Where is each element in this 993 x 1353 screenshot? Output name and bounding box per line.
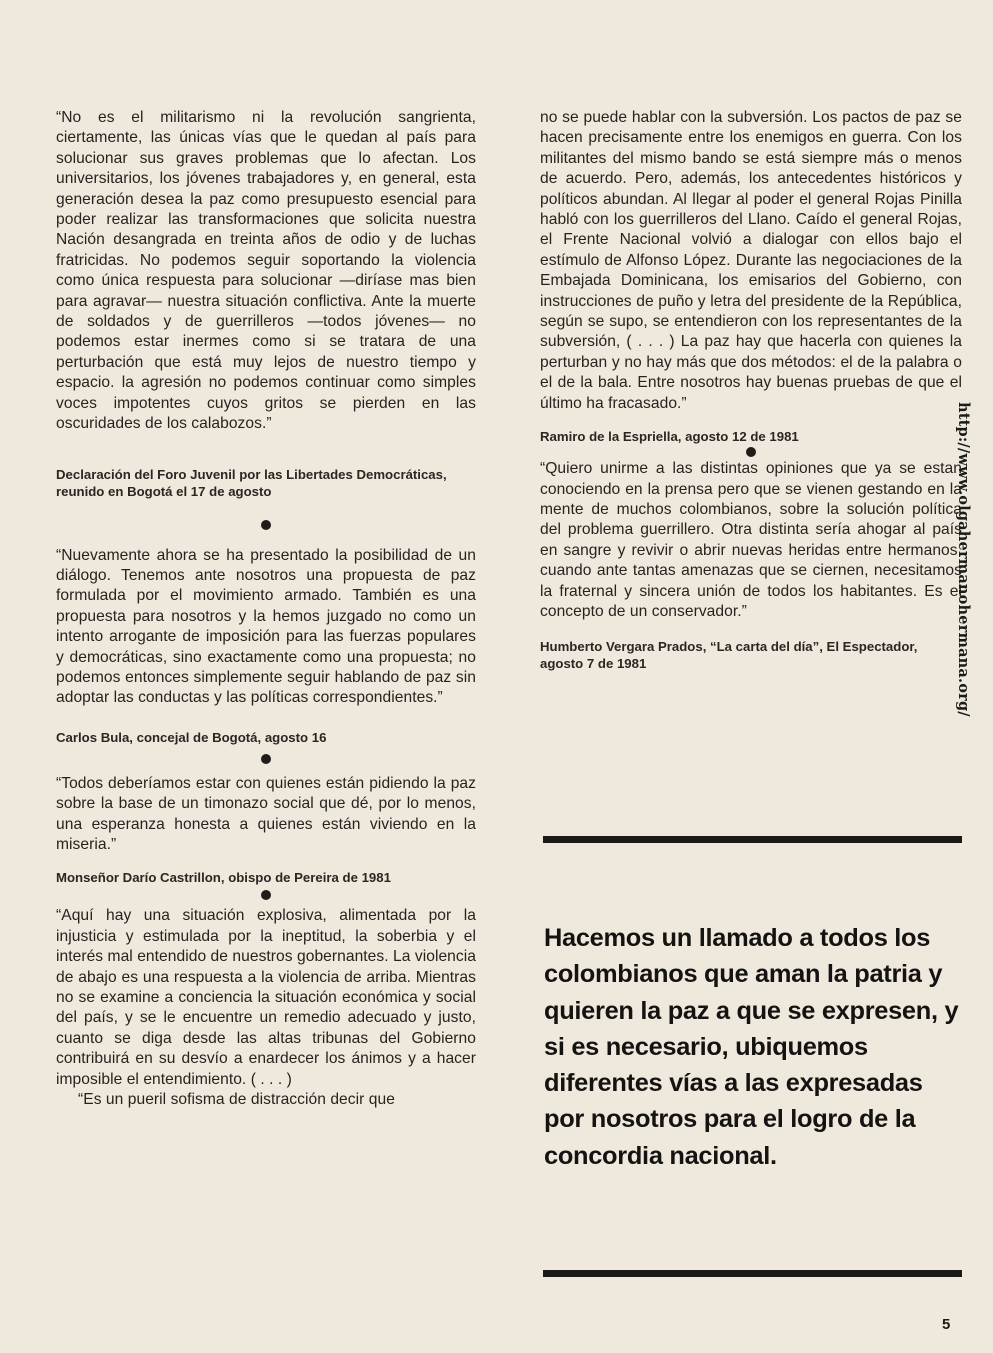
quote-espriella-part3: no se puede hablar con la subversión. Los pactos de paz se hacen precisamente entre los enemigos en guerra. Con los militantes del mismo bando se está siempre más o menos de acuerdo. Pero, además, los antecedentes históricos y políticos abundan. Al llegar al poder el general Rojas Pinilla habló con los guerrilleros del Llano. Caído el general Rojas, el Frente Nacional volvió a dialogar con ellos bajo el estímulo de Alfonso López. Durante las negociaciones de la Embajada Dominicana, los emisarios del Gobierno, con instrucciones de puño y letra del presidente de la República, según se supo, se entendieron con los representantes de la subversión, ( . . . ) La paz hay que hacerla con quienes la perturban y no hay más que dos métodos: el de la palabra o el de la bala. Entre nosotros hay buenas pruebas de que el último ha fracasado.” [540, 109, 962, 412]
top-divider-rule [543, 836, 962, 843]
callout-statement: Hacemos un llamado a todos los colombianos que aman la patria y quieren la paz a que se expresen, y si es necesario, ubiquemos diferentes vías a las expresadas por nosotros para el logro de la concordia nacional. [544, 924, 959, 1170]
bottom-divider-rule [543, 1270, 962, 1277]
bullet-separator [261, 890, 271, 900]
page-number: 5 [942, 1316, 951, 1333]
bullet-separator [261, 754, 271, 764]
bullet-separator [746, 447, 756, 457]
attribution-espriella: Ramiro de la Espriella, agosto 12 de 1981 [540, 429, 799, 445]
attribution-foro-juvenil: Declaración del Foro Juvenil por las Libertades Democráticas, reunido en Bogotá el 17 de agosto [56, 466, 447, 499]
attribution-monsenor: Monseñor Darío Castrillon, obispo de Pereira de 1981 [56, 870, 391, 886]
quote-monsenor: “Todos deberíamos estar con quienes están pidiendo la paz sobre la base de un timonazo social que dé, por lo menos, una esperanza honesta a quienes están viviendo en la miseria.” [56, 774, 476, 853]
quote-vergara: “Quiero unirme a las distintas opiniones que ya se estan conociendo en la prensa pero que se vienen gestando en la mente de muchos colombianos, sobre la solución política del problema guerrillero. Otra distinta sería ahogar al país en sangre y revivir o abrir nuevas heridas entre hermanos, cuando ante tantas amenazas que se ciernen, necesitamos la fraternal y sincera unión de todos los habitantes. Es el concepto de un conservador.” [540, 460, 962, 620]
watermark-url [955, 402, 993, 717]
quote-foro-juvenil: “No es el militarismo ni la revolución sangrienta, ciertamente, las únicas vías que le quedan al país para solucionar sus graves problemas que lo afectan. Los universitarios, los jóvenes trabajadores y, en general, esta generación desea la paz como presupuesto esencial para poder realizar las transformaciones que solicita nuestra Nación desangrada en treinta años de odio y de luchas fratricidas. No podemos seguir soportando la violencia como única respuesta para solucionar —diríase mas bien para agravar— nuestra situación conflictiva. Ante la muerte de soldados y de guerrilleros —todos jóvenes— no podemos estar inermes como si se tratara de una perturbación que está muy lejos de nuestro tiempo y espacio. la agresión no podemos continuar como simples voces impotentes cuyos gritos se pierden en las oscuridades de los calabozos.” [56, 109, 476, 433]
quote-carlos-bula: “Nuevamente ahora se ha presentado la posibilidad de un diálogo. Tenemos ante nosotros una propuesta de paz formulada por el movimiento armado. También es una propuesta para nosotros y la hemos juzgado no como un intento arrogante de imposición para las fuerzas populares y democráticas, sino exactamente como una propuesta; no podemos entonces simplemente seguir hablando de paz sin adoptar las conductas y las políticas correspondientes.” [56, 546, 476, 707]
watermark-url-text: http://www.olgahermanohermana.org/ [955, 402, 972, 717]
quote-espriella-part1: “Aquí hay una situación explosiva, alimentada por la injusticia y estimulada por la ineptitud, la soberbia y el interés mal entendido de nuestros gobernantes. La violencia de abajo es una respuesta a la violencia de arriba. Mientras no se examine a conciencia la situación económica y social del país, y se le encuentre un remedio adecuado y justo, cuanto se diga desde las altas tribunas del Gobierno contribuirá en su desvío a enardecer los ánimos y a hacer imposible el entendimiento. ( . . . ) [56, 907, 476, 1088]
bullet-separator [261, 520, 271, 530]
attribution-carlos-bula: Carlos Bula, concejal de Bogotá, agosto 16 [56, 729, 327, 745]
attribution-vergara: Humberto Vergara Prados, “La carta del día”, El Espectador, agosto 7 de 1981 [540, 639, 918, 672]
quote-espriella-part2: “Es un pueril sofisma de distracción decir que [78, 1091, 395, 1109]
right-column [540, 108, 962, 672]
left-column [56, 108, 476, 1110]
